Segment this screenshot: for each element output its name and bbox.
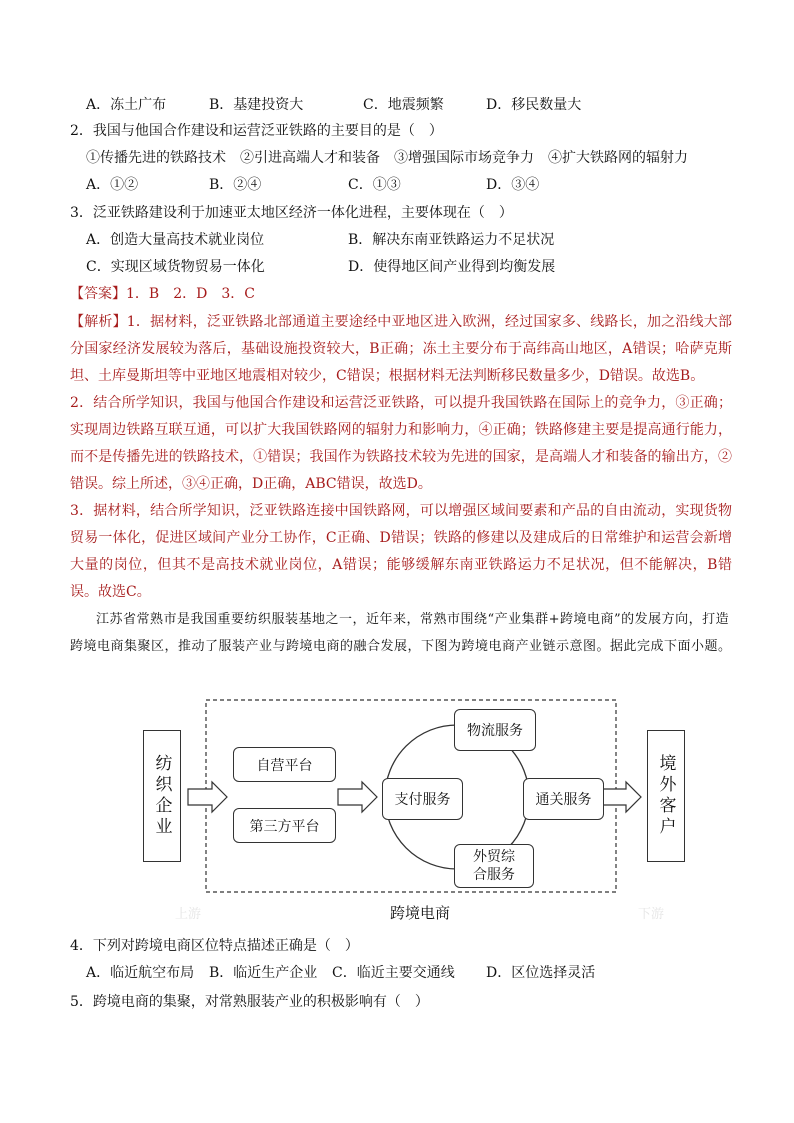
box-payment-service: 支付服务 [382, 778, 463, 820]
q2-option-d: D．③④ [486, 177, 540, 193]
q2-stem: 2．我国与他国合作建设和运营泛亚铁路的主要目的是（ ） [70, 123, 443, 139]
arrow-platform-to-payment [338, 782, 377, 812]
q4-option-a: A．临近航空布局 [86, 965, 195, 981]
q1-option-d: D．移民数量大 [486, 97, 582, 113]
q1-option-a: A．冻土广布 [86, 97, 167, 113]
q3-option-b: B．解决东南亚铁路运力不足状况 [348, 232, 555, 248]
answer-text: 1．B 2．D 3．C [126, 286, 255, 302]
industry-chain-diagram [140, 698, 700, 930]
arrow-enterprise-to-platform [188, 782, 227, 812]
q2-option-c: C．①③ [348, 177, 401, 193]
arrow-customs-to-customer [603, 782, 641, 812]
analysis-p2: 2．结合所学知识，我国与他国合作建设和运营泛亚铁路，可以提升我国铁路在国际上的竞争力，③正确；实现周边铁路互联互通，可以扩大我国铁路网的辐射力和影响力，④正确；铁路修建主要是提高通行能力，而不是传播先进的铁路技术，①错误；我国作为铁路技术较为先进的国家，是高端人才和装备的输出方，②错误。综上所述，③④正确，D正确，ABC错误，故选D。 [70, 395, 732, 492]
analysis-p1-text: 1．据材料，泛亚铁路北部通道主要途经中亚地区进入欧洲，经过国家多、线路长，加之沿线大部分国家经济发展较为落后，基础设施投资较大，B正确；冻土主要分布于高纬高山地区，A错误；哈萨克斯坦、土库曼斯坦等中亚地区地震相对较少，C错误；根据材料无法判断移民数量多少，D错误。故选B。 [70, 314, 733, 384]
box-textile-enterprise: 纺织企业 [143, 730, 181, 862]
q3-option-a: A．创造大量高技术就业岗位 [86, 232, 265, 248]
q1-option-b: B．基建投资大 [209, 97, 304, 113]
box-logistics-service: 物流服务 [454, 709, 536, 751]
q3-option-c: C．实现区域货物贸易一体化 [86, 259, 265, 275]
q4-option-c: C．临近主要交通线 [332, 965, 455, 981]
analysis-label: 【解析】 [70, 314, 127, 330]
answer-label: 【答案】 [70, 286, 126, 302]
q1-option-c: C．地震频繁 [363, 97, 444, 113]
box-third-party-platform: 第三方平台 [233, 808, 336, 843]
answer-line [70, 282, 255, 306]
q3-stem: 3．泛亚铁路建设利于加速亚太地区经济一体化进程，主要体现在（ ） [70, 205, 513, 221]
diagram-caption: 跨境电商 [389, 904, 450, 922]
q3-option-d: D．使得地区间产业得到均衡发展 [348, 259, 556, 275]
q4-option-d: D．区位选择灵活 [486, 965, 596, 981]
analysis-p1 [70, 309, 732, 390]
q2-option-a: A．①② [86, 177, 139, 193]
q4-stem: 4．下列对跨境电商区位特点描述正确是（ ） [70, 938, 359, 954]
faded-label-downstream: 下游 [638, 907, 665, 922]
box-customs-service: 通关服务 [523, 778, 604, 820]
material-paragraph: 江苏省常熟市是我国重要纺织服装基地之一，近年来，常熟市围绕“产业集群+跨境电商”的发展方向，打造跨境电商集聚区，推动了服装产业与跨境电商的融合发展，下图为跨境电商产业链示意图。据此完成下面小题。 [70, 612, 732, 654]
q5-stem: 5．跨境电商的集聚，对常熟服装产业的积极影响有（ ） [70, 994, 429, 1010]
faded-label-upstream: 上游 [175, 907, 202, 922]
analysis-p3: 3．据材料，结合所学知识，泛亚铁路连接中国铁路网，可以增强区域间要素和产品的自由流动，实现货物贸易一体化，促进区域间产业分工协作，C正确、D错误；铁路的修建以及建成后的日常维护和运营会新增大量的岗位，但其不是高技术就业岗位，A错误；能够缓解东南亚铁路运力不足状况，但不能解决，B错误。故选C。 [70, 503, 732, 600]
box-overseas-customer: 境外客户 [647, 730, 685, 862]
box-trade-service: 外贸综合服务 [454, 844, 534, 888]
q4-option-b: B．临近生产企业 [209, 965, 318, 981]
q2-items: ①传播先进的铁路技术 ②引进高端人才和装备 ③增强国际市场竞争力 ④扩大铁路网的辐射力 [86, 150, 688, 166]
q2-option-b: B．②④ [209, 177, 262, 193]
box-self-platform: 自营平台 [233, 747, 336, 782]
